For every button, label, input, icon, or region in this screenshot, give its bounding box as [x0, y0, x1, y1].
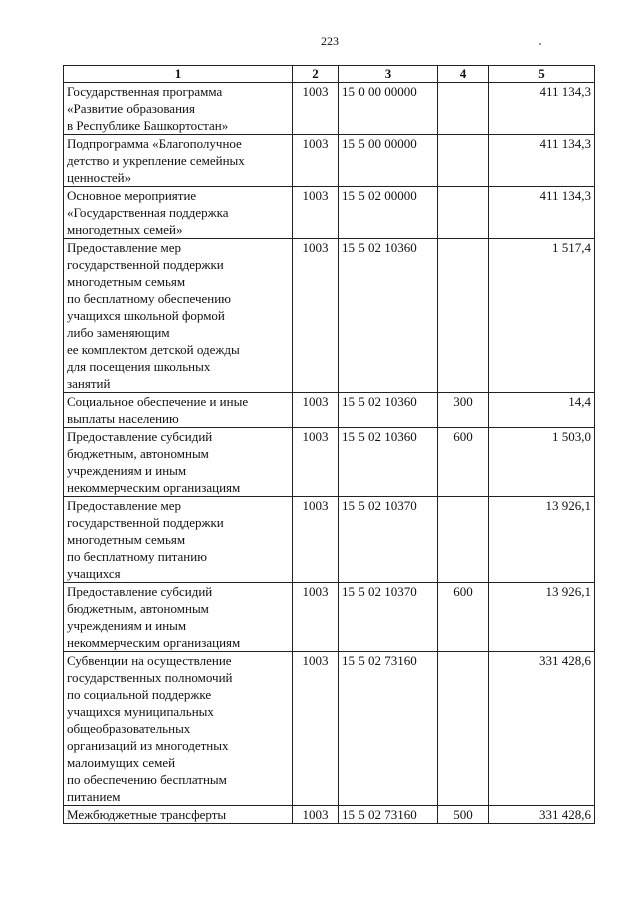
item-name: Предоставление мер государственной поддержки многодетным семьям по бесплатному питанию учащихся	[64, 497, 293, 583]
section-code: 1003	[293, 806, 339, 824]
item-name: Предоставление мер государственной поддержки многодетным семьям по бесплатному обеспечению учащихся школьной формой либо заменяющим ее комплектом детской одежды для посещения школьных занятий	[64, 239, 293, 393]
section-code: 1003	[293, 239, 339, 393]
table-header-row	[64, 66, 595, 83]
table-row	[64, 497, 595, 583]
table-row	[64, 135, 595, 187]
table-row	[64, 428, 595, 497]
expense-type-code: 600	[438, 583, 489, 652]
target-article-code: 15 5 00 00000	[339, 135, 438, 187]
column-header: 4	[438, 66, 489, 83]
table-row	[64, 652, 595, 806]
amount: 1 517,4	[489, 239, 595, 393]
target-article-code: 15 5 02 00000	[339, 187, 438, 239]
table-row	[64, 583, 595, 652]
amount: 1 503,0	[489, 428, 595, 497]
amount: 13 926,1	[489, 583, 595, 652]
item-name: Государственная программа «Развитие образования в Республике Башкортостан»	[64, 83, 293, 135]
amount: 331 428,6	[489, 806, 595, 824]
target-article-code: 15 5 02 73160	[339, 652, 438, 806]
budget-table	[63, 65, 595, 824]
item-name: Межбюджетные трансферты	[64, 806, 293, 824]
page-number: 223	[321, 34, 339, 48]
expense-type-code: 300	[438, 393, 489, 428]
section-code: 1003	[293, 393, 339, 428]
expense-type-code: 500	[438, 806, 489, 824]
item-name: Предоставление субсидий бюджетным, автономным учреждениям и иным некоммерческим организациям	[64, 428, 293, 497]
item-name: Субвенции на осуществление государственных полномочий по социальной поддержке учащихся муниципальных общеобразовательных организаций из многодетных малоимущих семей по обеспечению бесплатным питанием	[64, 652, 293, 806]
target-article-code: 15 0 00 00000	[339, 83, 438, 135]
column-header: 5	[489, 66, 595, 83]
table-row	[64, 83, 595, 135]
amount: 411 134,3	[489, 83, 595, 135]
table-row	[64, 806, 595, 824]
expense-type-code: 600	[438, 428, 489, 497]
section-code: 1003	[293, 428, 339, 497]
section-code: 1003	[293, 83, 339, 135]
table-row	[64, 393, 595, 428]
table-row	[64, 187, 595, 239]
target-article-code: 15 5 02 10370	[339, 583, 438, 652]
target-article-code: 15 5 02 10370	[339, 497, 438, 583]
column-header: 1	[64, 66, 293, 83]
table-row	[64, 239, 595, 393]
section-code: 1003	[293, 583, 339, 652]
amount: 411 134,3	[489, 135, 595, 187]
item-name: Подпрограмма «Благополучное детство и укрепление семейных ценностей»	[64, 135, 293, 187]
target-article-code: 15 5 02 10360	[339, 428, 438, 497]
expense-type-code	[438, 239, 489, 393]
amount: 14,4	[489, 393, 595, 428]
item-name: Основное мероприятие «Государственная поддержка многодетных семей»	[64, 187, 293, 239]
expense-type-code	[438, 135, 489, 187]
expense-type-code	[438, 83, 489, 135]
expense-type-code	[438, 187, 489, 239]
amount: 331 428,6	[489, 652, 595, 806]
section-code: 1003	[293, 652, 339, 806]
expense-type-code	[438, 497, 489, 583]
target-article-code: 15 5 02 10360	[339, 393, 438, 428]
section-code: 1003	[293, 135, 339, 187]
item-name: Предоставление субсидий бюджетным, автономным учреждениям и иным некоммерческим организациям	[64, 583, 293, 652]
item-name: Социальное обеспечение и иные выплаты населению	[64, 393, 293, 428]
amount: 13 926,1	[489, 497, 595, 583]
target-article-code: 15 5 02 10360	[339, 239, 438, 393]
column-header: 2	[293, 66, 339, 83]
section-code: 1003	[293, 187, 339, 239]
scan-speck	[539, 43, 541, 45]
expense-type-code	[438, 652, 489, 806]
target-article-code: 15 5 02 73160	[339, 806, 438, 824]
section-code: 1003	[293, 497, 339, 583]
column-header: 3	[339, 66, 438, 83]
amount: 411 134,3	[489, 187, 595, 239]
